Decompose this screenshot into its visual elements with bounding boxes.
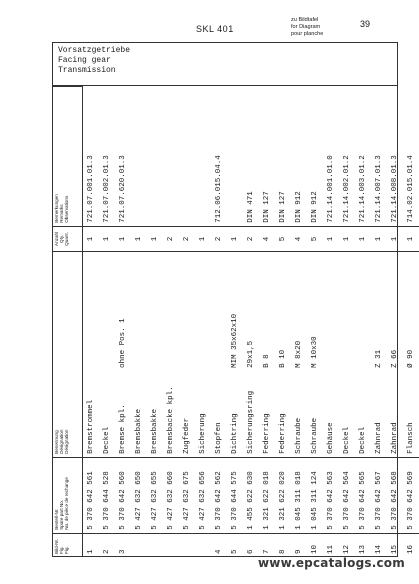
fig-number: 16 [403,533,419,557]
parts-table-area [52,86,415,557]
description: Schraube [295,417,303,454]
remarks: 721.14.002.01.2 [343,155,351,223]
table-row [147,87,163,558]
fig-number [131,533,147,557]
specification: Ø 90 [407,349,415,368]
description-cell [131,252,147,458]
quantity: 1 [131,226,147,251]
part-number: 5 370 642 567 [371,457,387,533]
table-row [131,87,147,558]
quantity: 2 [179,226,195,251]
specification: M 10x30 [311,336,319,368]
remarks: 721.07.001.01.3 [87,155,95,223]
fig-number: 15 [387,533,403,557]
description-cell [243,252,259,458]
table-row [355,87,371,558]
remarks [131,87,147,227]
fig-number: 3 [115,533,131,557]
description: Bremstrommel [87,399,95,454]
remarks: 712.06.015.04.4 [215,155,223,223]
table-row [307,87,323,558]
part-number: 5 370 642 563 [323,457,339,533]
description: Bremsbakke [151,408,159,454]
description: Flansch [407,422,415,454]
fig-number: 13 [355,533,371,557]
fig-number: 9 [291,533,307,557]
col-header-fig: Bild-Nr. Fig. Fig. [52,533,83,557]
col-header-part-number: Bestell-Nr. Spare part No. No. de pièce de rechange [52,457,83,533]
quantity: 1 [355,226,371,251]
description-cell [355,252,371,458]
quantity: 1 [339,226,355,251]
quantity: 1 [83,226,100,251]
description: Deckel [103,426,111,454]
fig-number [179,533,195,557]
col-header-quantity: Anzahl Qty. Quant. [52,226,83,251]
part-number: 1 321 622 018 [259,457,275,533]
description: Federring [279,413,287,454]
table-row [99,87,115,558]
description-cell [99,252,115,458]
remarks: DIN 912 [295,191,303,223]
section-title-fr: Transmission [58,66,116,75]
fig-number [147,533,163,557]
remarks: DIN 471 [247,191,255,223]
remarks: DIN 127 [279,191,287,223]
remarks [227,87,243,227]
remarks: 721.14.001.01.0 [327,155,335,223]
description-cell [227,252,243,458]
table-row [83,87,100,558]
table-row [115,87,131,558]
description: Bremse kpl. [119,404,127,454]
description-cell [307,252,323,458]
fig-number [195,533,211,557]
description-cell [179,252,195,458]
quantity: 1 [99,226,115,251]
part-number: 5 370 642 560 [115,457,131,533]
specification: 29x1,5 [247,340,255,368]
col-header-description: Benennung Désignation Désignation [52,252,83,458]
description-cell [275,252,291,458]
description-cell [115,252,131,458]
description: Sicherung [199,413,207,454]
parts-table [52,86,419,557]
fig-number [163,533,179,557]
quantity: 2 [243,226,259,251]
description-cell [339,252,355,458]
table-row [291,87,307,558]
table-row [211,87,227,558]
table-row [195,87,211,558]
specification: MIM 35x62x10 [231,313,239,368]
quantity: 1 [371,226,387,251]
part-number: 1 045 311 018 [291,457,307,533]
description: Schraube [311,417,319,454]
table-row [339,87,355,558]
quantity: 4 [259,226,275,251]
description: Bremsbacke kpl. [167,386,175,454]
remarks: DIN 912 [311,191,319,223]
remarks [179,87,195,227]
remarks: 721.07.620.01.3 [119,155,127,223]
quantity: 1 [323,226,339,251]
diagram-ref-en: for Diagram [291,24,321,30]
remarks [147,87,163,227]
quantity: 2 [211,226,227,251]
diagram-ref-de: zu Bildtafel [291,17,319,23]
fig-number: 8 [275,533,291,557]
fig-number: 11 [323,533,339,557]
description: Zahnrad [375,422,383,454]
description: Bremsbakke [135,408,143,454]
remarks [163,87,179,227]
description: Zugfeder [183,417,191,454]
part-number: 5 370 642 568 [387,457,403,533]
description-cell [147,252,163,458]
fig-number: 4 [211,533,227,557]
section-title-de: Vorsatzgetriebe [58,46,131,55]
part-number: 5 427 632 656 [195,457,211,533]
remarks: 721.14.003.01.2 [359,155,367,223]
fig-number: 5 [227,533,243,557]
part-number: 5 370 642 562 [211,457,227,533]
remarks: DIN 127 [263,191,271,223]
specification: M 8x20 [295,340,303,368]
specification: B 10 [279,349,287,368]
col-header-remarks: Bemerkungen Remarks Observations [52,87,83,227]
fig-number: 10 [307,533,323,557]
part-number: 5 370 642 564 [339,457,355,533]
table-row [243,87,259,558]
quantity: 1 [115,226,131,251]
page-number: 39 [360,19,371,29]
part-number: 1 455 622 630 [243,457,259,533]
part-number: 5 370 642 561 [83,457,100,533]
part-number: 5 427 632 675 [179,457,195,533]
model-label: SKL 401 [196,24,234,34]
part-number: 5 427 632 660 [163,457,179,533]
specification: Z 31 [375,349,383,368]
description-cell [83,252,100,458]
table-header-row [52,87,83,558]
table-row [179,87,195,558]
description-cell [291,252,307,458]
description-cell [259,252,275,458]
remarks: 721.07.002.01.3 [103,155,111,223]
specification: Z 66 [391,349,399,368]
table-row [387,87,403,558]
description: Zahnrad [391,422,399,454]
part-number: 5 370 644 528 [99,457,115,533]
fig-number: 14 [371,533,387,557]
quantity: 2 [163,226,179,251]
table-row [259,87,275,558]
description-cell [195,252,211,458]
table-row [403,87,419,558]
quantity: 4 [291,226,307,251]
remarks: 714.02.015.01.4 [407,155,415,223]
description: Dichtring [231,413,239,454]
quantity: 1 [195,226,211,251]
description-cell [163,252,179,458]
quantity: 1 [147,226,163,251]
description-cell [323,252,339,458]
part-number: 1 045 311 124 [307,457,323,533]
part-number: 5 427 632 655 [147,457,163,533]
quantity: 5 [275,226,291,251]
diagram-reference [291,17,323,38]
description: Gehäuse [327,422,335,454]
table-row [371,87,387,558]
fig-number: 6 [243,533,259,557]
quantity: 1 [403,226,419,251]
description: Deckel [343,426,351,454]
description: Sicherungsring [247,390,255,454]
remarks: 721.14.008.01.3 [391,155,399,223]
table-row [163,87,179,558]
specification: ohne Pos. 1 [119,318,127,368]
part-number: 5 370 642 565 [355,457,371,533]
table-row [227,87,243,558]
description: Federring [263,413,271,454]
fig-number: 12 [339,533,355,557]
part-number: 5 427 632 650 [131,457,147,533]
diagram-ref-fr: pour planche [291,31,324,37]
description-cell [403,252,419,458]
description: Deckel [359,426,367,454]
remarks [195,87,211,227]
quantity: 5 [307,226,323,251]
table-row [275,87,291,558]
part-number: 1 321 622 020 [275,457,291,533]
fig-number: 7 [259,533,275,557]
remarks: 721.14.007.01.3 [375,155,383,223]
description-cell [211,252,227,458]
fig-number: 1 [83,533,100,557]
section-title-en: Facing gear [58,56,111,65]
description-cell [387,252,403,458]
description-cell [371,252,387,458]
quantity: 1 [387,226,403,251]
watermark[interactable]: www.epcatalogs.com [258,556,405,570]
table-row [323,87,339,558]
part-number: 5 370 642 569 [403,457,419,533]
description: Stopfen [215,422,223,454]
part-number: 5 370 644 575 [227,457,243,533]
fig-number: 2 [99,533,115,557]
quantity: 1 [227,226,243,251]
specification: B 8 [263,354,271,368]
section-title [52,42,398,86]
